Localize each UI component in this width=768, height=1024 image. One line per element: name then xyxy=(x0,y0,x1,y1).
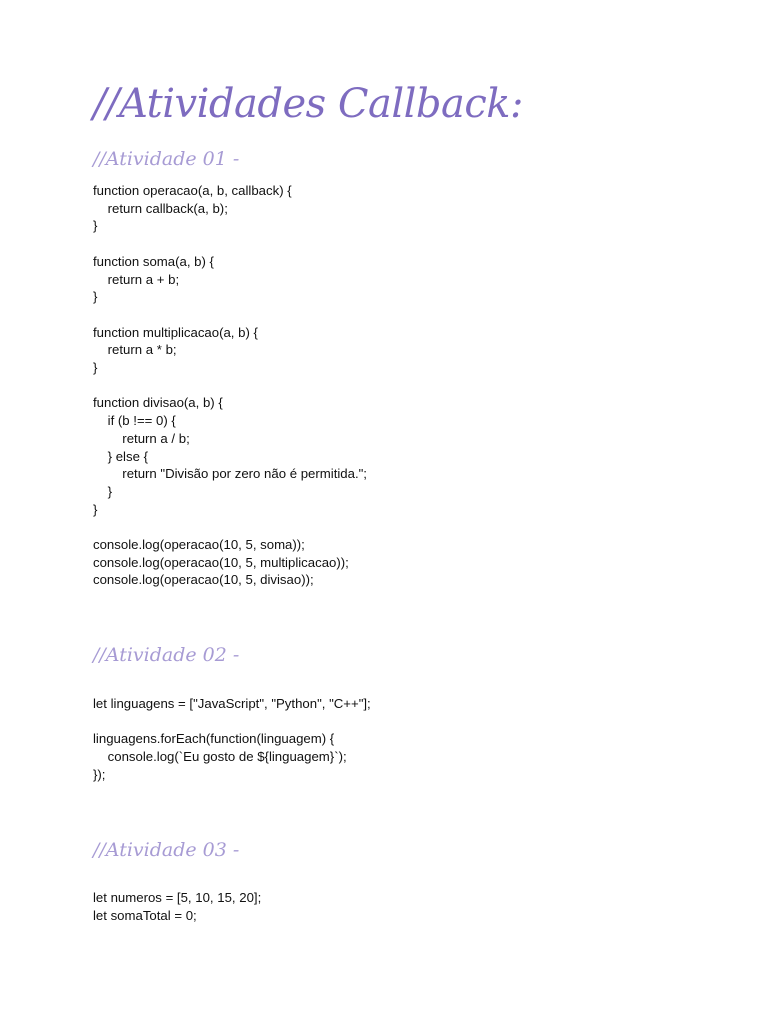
section-heading-atividade-01: //Atividade 01 - xyxy=(93,148,240,170)
code-block-atividade-03: let numeros = [5, 10, 15, 20]; let somaTotal = 0; xyxy=(93,890,262,923)
section-heading-atividade-03: //Atividade 03 - xyxy=(93,839,240,861)
code-block-atividade-02: let linguagens = ["JavaScript", "Python", "C++"]; linguagens.forEach(function(linguagem) { console.log(`Eu gosto de ${linguagem}`); }); xyxy=(93,696,371,782)
page-title: //Atividades Callback: xyxy=(93,81,523,127)
code-block-atividade-01: function operacao(a, b, callback) { return callback(a, b); } function soma(a, b) { return a + b; } function multiplicacao(a, b) { return a * b; } function divisao(a, b) { if (b !== 0) { return a / b; } else { return "Divisão por zero não é permitida."; } } console.log(operacao(10, 5, soma)); console.log(operacao(10, 5, multiplicacao)); console.log(operacao(10, 5, divisao)); xyxy=(93,183,367,588)
section-heading-atividade-02: //Atividade 02 - xyxy=(93,644,240,666)
